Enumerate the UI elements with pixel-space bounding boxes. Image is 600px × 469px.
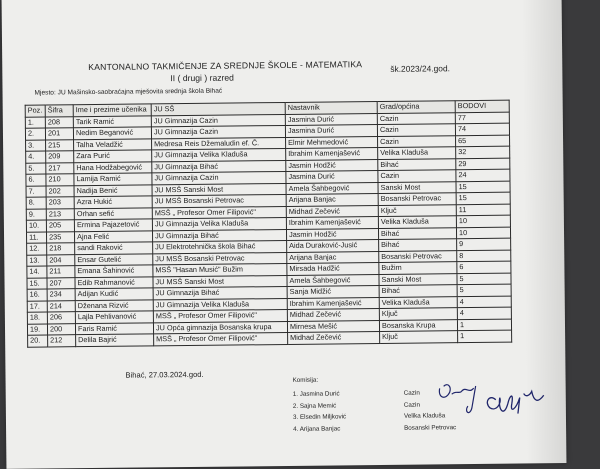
row-student-name: Nadija Benić [74, 184, 152, 196]
row-code: 210 [46, 174, 74, 186]
row-code: 208 [45, 116, 73, 128]
row-school: JU Gimnazija Velika Kladuša [153, 298, 287, 311]
row-position: 16. [27, 289, 47, 301]
row-student-name: sandi Raković [75, 242, 153, 254]
row-points: 1 [457, 319, 511, 331]
row-city: Cazin [377, 112, 455, 124]
row-points: 32 [456, 146, 510, 158]
row-points: 77 [455, 112, 509, 124]
row-school: JU Opća gimnazija Bosanska krupa [153, 321, 287, 334]
row-code: 217 [46, 162, 74, 174]
row-teacher: Ibrahim Kamenjašević [286, 217, 378, 229]
row-student-name: Faris Ramić [75, 322, 153, 334]
row-position: 10. [26, 220, 46, 232]
row-position: 4. [26, 151, 46, 163]
row-school: MSŠ „ Profesor Omer Filipović" [153, 309, 287, 322]
row-teacher: Jasmin Hodžić [286, 159, 378, 171]
row-position: 6. [26, 174, 46, 186]
row-teacher: Ibrahim Kamenjašević [287, 297, 379, 309]
committee-label: Komisija: [292, 376, 319, 384]
row-code: 235 [46, 231, 74, 243]
row-student-name: Nedim Beganović [73, 127, 151, 139]
row-school: JU MSŠ Sanski Most [152, 183, 286, 196]
row-teacher: Arijana Banjac [287, 251, 379, 263]
row-points: 29 [456, 158, 510, 170]
row-points: 4 [457, 307, 511, 319]
row-position: 9. [26, 208, 46, 220]
committee-member: 1. Jasmina Durić [292, 390, 340, 398]
row-position: 18. [27, 312, 47, 324]
row-school: MSŠ „ Profesor Omer Filipović" [154, 332, 288, 345]
row-points: 6 [457, 261, 511, 273]
row-code: 213 [46, 208, 74, 220]
row-code: 207 [47, 277, 75, 289]
row-code: 211 [47, 266, 75, 278]
results-table [25, 100, 513, 348]
row-teacher: Mirnesa Mešić [287, 320, 379, 332]
row-code: 204 [47, 254, 75, 266]
committee-city: Cazin [403, 401, 420, 409]
row-city: Bihać [378, 158, 456, 170]
row-city: Cazin [378, 170, 456, 182]
row-points: 10 [456, 227, 510, 239]
row-teacher: Jasmina Durić [285, 125, 377, 137]
header-teacher: Nastavnik [285, 102, 377, 114]
row-teacher: Jasmina Durić [286, 171, 378, 183]
row-teacher: Arijana Banjac [286, 194, 378, 206]
row-school: JU MSŠ Sanski Most [153, 275, 287, 288]
row-school: JU Gimnazija Cazin [151, 114, 285, 127]
row-code: 201 [45, 128, 73, 140]
row-code: 202 [46, 185, 74, 197]
row-city: Velika Kladuša [378, 216, 456, 228]
row-code: 205 [46, 220, 74, 232]
row-points: 5 [457, 273, 511, 285]
row-school: Medresa Reis Džemaludin ef. Č. [152, 137, 286, 150]
committee-member: 2. Sajna Memić [292, 402, 337, 410]
row-points: 5 [457, 284, 511, 296]
row-points: 74 [455, 123, 509, 135]
row-teacher: Sanja Midžić [287, 286, 379, 298]
row-position: 14. [27, 266, 47, 278]
row-position: 5. [26, 162, 46, 174]
row-student-name: Ajna Felić [74, 230, 152, 242]
competition-venue: Mjesto: JU Mašinsko-saobraćajna mješovita srednja škola Bihać [34, 87, 223, 97]
header-code: Šifra [45, 105, 73, 117]
row-city: Bihać [379, 239, 457, 251]
header-points: BODOVI [455, 100, 509, 112]
row-points: 1 [458, 330, 512, 342]
row-city: Bihać [379, 285, 457, 297]
row-points: 9 [457, 238, 511, 250]
row-student-name: Adijan Kudić [75, 288, 153, 300]
committee-member: 3. Elsedin Miljković [292, 413, 347, 422]
row-points: 15 [456, 192, 510, 204]
row-teacher: Amela Šahbegović [287, 274, 379, 286]
grade-label: II ( drugi ) razred [170, 72, 234, 84]
row-school: JU Gimnazija Velika Kladuša [152, 217, 286, 230]
row-teacher: Midhad Zečević [288, 332, 380, 344]
row-teacher: Jasmina Durić [285, 113, 377, 125]
row-teacher: Amela Šahbegović [286, 182, 378, 194]
row-position: 11. [26, 231, 46, 243]
row-student-name: Emana Šahinović [75, 265, 153, 277]
row-school: JU Gimnazija Bihać [152, 160, 286, 173]
row-city: Bužim [379, 262, 457, 274]
row-code: 234 [47, 289, 75, 301]
row-teacher: Aida Duraković-Jusić [287, 240, 379, 252]
handwritten-signatures [434, 373, 555, 424]
row-code: 214 [47, 300, 75, 312]
row-position: 2. [25, 128, 45, 140]
row-city: Ključ [380, 331, 458, 343]
row-city: Bosanska Krupa [379, 319, 457, 331]
row-code: 200 [47, 323, 75, 335]
row-city: Cazin [378, 135, 456, 147]
row-school: MSŠ „ Profesor Omer Filipović" [152, 206, 286, 219]
row-teacher: Midhad Zečević [287, 309, 379, 321]
row-position: 1. [25, 116, 45, 128]
row-school: JU Gimnazija Velika Kladuša [152, 148, 286, 161]
row-teacher: Midhad Zečević [286, 205, 378, 217]
row-city: Ključ [378, 204, 456, 216]
row-city: Bosanski Petrovac [379, 250, 457, 262]
row-points: 8 [457, 250, 511, 262]
row-code: 215 [46, 139, 74, 151]
row-student-name: Lajla Pehlivanović [75, 311, 153, 323]
row-city: Bihać [378, 227, 456, 239]
row-student-name: Orhan sefić [74, 207, 152, 219]
header-school: JU SŠ [151, 102, 285, 115]
row-points: 10 [456, 215, 510, 227]
row-teacher: Jasmin Hodžić [286, 228, 378, 240]
row-position: 8. [26, 197, 46, 209]
committee-city: Bosanski Petrovac [404, 423, 457, 432]
row-student-name: Ermina Pajazetović [74, 219, 152, 231]
header-student-name: Ime i prezime učenika [73, 104, 151, 116]
row-school: JU Elektrotehnička škola Bihać [153, 240, 287, 253]
row-teacher: Ibrahim Kamenjašević [286, 148, 378, 160]
row-student-name: Delila Bajrić [76, 334, 154, 346]
row-points: 11 [456, 204, 510, 216]
row-teacher: Elmir Mehmedović [286, 136, 378, 148]
row-position: 17. [27, 300, 47, 312]
document-title: KANTONALNO TAKMIČENJE ZA SREDNJE ŠKOLE - MATEMATIKA [88, 59, 363, 73]
row-points: 65 [456, 135, 510, 147]
school-year: šk.2023/24.god. [390, 63, 450, 74]
row-student-name: Lamija Ramić [74, 173, 152, 185]
row-student-name: Tarik Ramić [73, 115, 151, 127]
row-position: 15. [27, 277, 47, 289]
row-school: JU MSŠ Bosanski Petrovac [153, 252, 287, 265]
row-code: 218 [47, 243, 75, 255]
row-city: Velika Kladuša [378, 147, 456, 159]
row-points: 4 [457, 296, 511, 308]
committee-member: 4. Arijana Banjac [293, 425, 341, 433]
row-student-name: Ensar Gutelić [75, 253, 153, 265]
row-city: Bosanski Petrovac [378, 193, 456, 205]
header-city: Grad/općina [377, 101, 455, 113]
row-code: 206 [47, 312, 75, 324]
row-teacher: Mirsada Hadžić [287, 263, 379, 275]
row-position: 19. [27, 323, 47, 335]
row-city: Cazin [377, 124, 455, 136]
row-position: 7. [26, 185, 46, 197]
row-school: JU MSŠ Bosanski Petrovac [152, 194, 286, 207]
row-city: Sanski Most [379, 273, 457, 285]
row-student-name: Dženana Rizvić [75, 299, 153, 311]
row-student-name: Talha Veladžić [74, 138, 152, 150]
row-school: JU Gimnazija Cazin [151, 125, 285, 138]
row-student-name: Hana Hodžabegović [74, 161, 152, 173]
row-school: JU Gimnazija Cazin [152, 171, 286, 184]
row-code: 203 [46, 197, 74, 209]
date-place: Bihać, 27.03.2024.god. [125, 369, 204, 380]
row-student-name: Zara Purić [74, 150, 152, 162]
row-city: Velika Kladuša [379, 296, 457, 308]
row-school: JU Gimnazija Bihać [152, 229, 286, 242]
header-position: Poz. [25, 105, 45, 117]
row-city: Sanski Most [378, 181, 456, 193]
row-city: Ključ [379, 308, 457, 320]
row-points: 15 [456, 181, 510, 193]
row-position: 12. [27, 243, 47, 255]
committee-city: Velika Kladuša [403, 412, 446, 420]
row-position: 13. [27, 254, 47, 266]
row-student-name: Azra Hukić [74, 196, 152, 208]
row-position: 20. [28, 335, 48, 347]
committee-city: Cazin [403, 389, 420, 397]
row-code: 212 [48, 335, 76, 347]
document-page [2, 0, 567, 469]
row-code: 209 [46, 151, 74, 163]
row-school: MSŠ "Hasan Musić" Bužim [153, 263, 287, 276]
row-points: 24 [456, 169, 510, 181]
row-position: 3. [26, 139, 46, 151]
row-student-name: Edib Rahmanović [75, 276, 153, 288]
row-school: JU Gimnazija Bihać [153, 286, 287, 299]
committee-members [293, 388, 347, 435]
